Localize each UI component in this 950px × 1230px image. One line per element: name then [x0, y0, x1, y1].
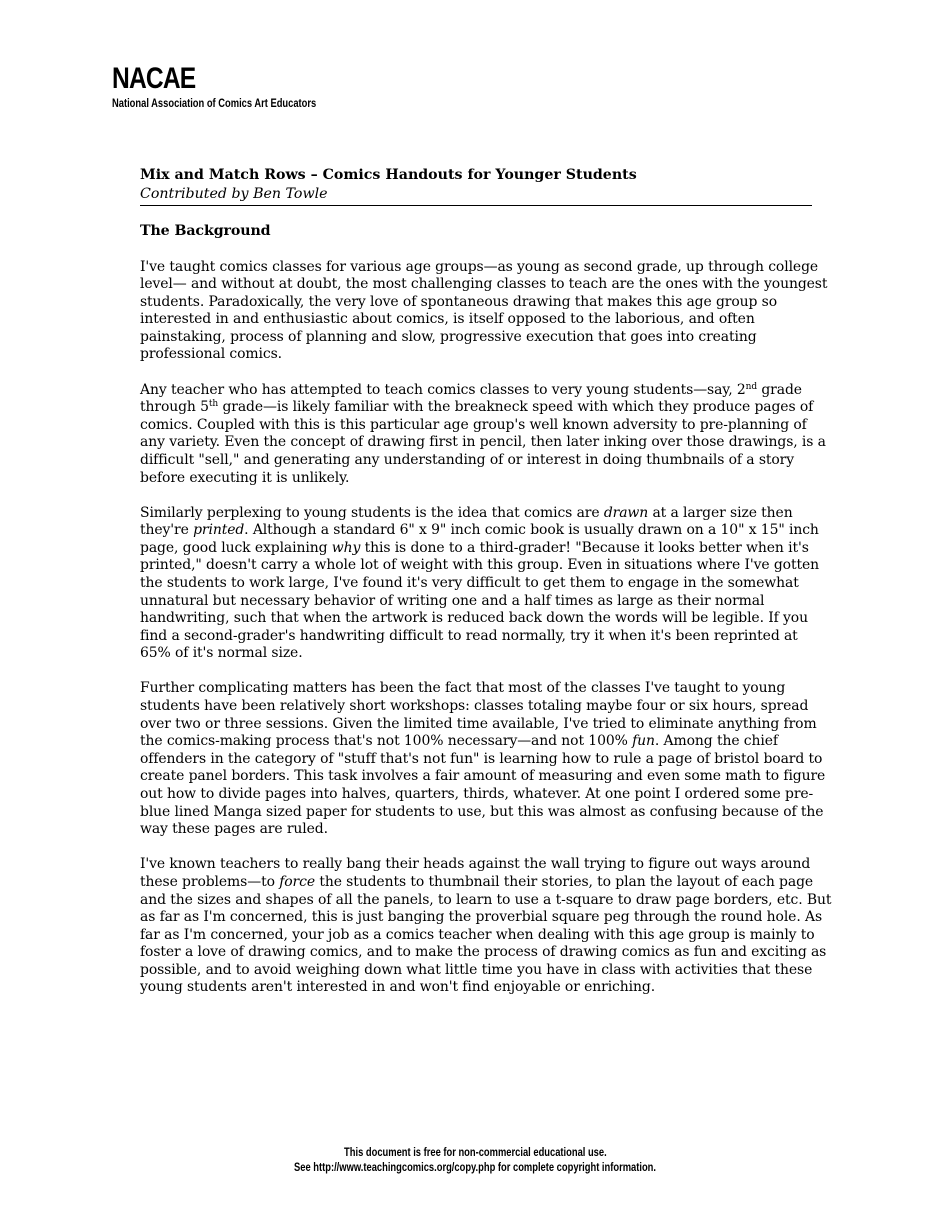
text-line: possible, and to avoid weighing down what little time you have in class with activities that these [140, 961, 813, 978]
document-header [140, 166, 812, 206]
document-title: Mix and Match Rows – Comics Handouts for Younger Students [140, 167, 637, 183]
text-line: interested in and enthusiastic about comics, is itself opposed to the laborious, and often [140, 311, 755, 328]
text-line: any variety. Even the concept of drawing first in pencil, then later inking over those drawings, is a [140, 434, 826, 451]
text-run: this is done to a third-grader! "Because it looks better when it's [360, 539, 809, 556]
paragraph-3 [140, 504, 819, 663]
text-line: I've taught comics classes for various age groups—as young as second grade, up through college [140, 258, 819, 275]
text-run: these problems—to [140, 873, 280, 890]
section-heading: The Background [140, 223, 271, 239]
org-acronym: NACAE [112, 62, 196, 95]
text-run: the students to thumbnail their stories, to plan the layout of each page [314, 873, 814, 890]
copyright-footer [0, 1145, 950, 1175]
text-line: before executing it is unlikely. [140, 469, 350, 486]
text-line: I've known teachers to really bang their heads against the wall trying to figure out ways around [140, 856, 811, 873]
ordinal-suffix: th [208, 399, 219, 410]
paragraph-4 [140, 680, 826, 838]
text-line: difficult "sell," and generating any understanding of or interest in doing thumbnails of a story [140, 451, 795, 468]
text-line: far as I'm concerned, your job as a comics teacher when dealing with this age group is mainly to [140, 926, 815, 943]
text-run: they're [140, 522, 194, 539]
text-line: way these pages are ruled. [140, 821, 328, 838]
text-line [140, 733, 812, 751]
emphasis: why [331, 539, 361, 556]
text-line: offenders in the category of "stuff that's not fun" is learning how to rule a page of bristol board to [140, 750, 823, 767]
text-line [140, 522, 819, 540]
emphasis: printed [193, 522, 245, 539]
org-name: National Association of Comics Art Educators [112, 96, 317, 110]
footer-copyright-link-note: See http://www.teachingcomics.org/copy.php for complete copyright information. [294, 1160, 656, 1174]
paragraph-5 [140, 856, 832, 997]
text-line: printed," doesn't carry a whole lot of weight with this group. Even in situations where I've gotten [140, 557, 819, 574]
text-line [140, 382, 812, 400]
text-line: level— and without at doubt, the most challenging classes to teach are the ones with the youngest [140, 276, 828, 293]
text-run: the comics-making process that's not 100% necessary—and not 100% [140, 733, 633, 750]
text-line: as far as I'm concerned, this is just banging the proverbial square peg through the round hole. As [140, 909, 822, 926]
paragraph-1 [140, 258, 828, 365]
text-line: Further complicating matters has been the fact that most of the classes I've taught to young [140, 680, 786, 697]
text-line: foster a love of drawing comics, and to make the process of drawing comics as fun and exciting as [140, 944, 827, 961]
document-body [140, 222, 832, 1015]
text-run: . Although a standard 6" x 9" inch comic book is usually drawn on a 10" x 15" inch [244, 522, 819, 539]
text-line: blue lined Manga sized paper for students to use, but this was almost as confusing because of the [140, 803, 824, 820]
text-run: grade [757, 381, 802, 398]
text-line: the students to work large, I've found it's very difficult to get them to engage in the somewhat [140, 575, 799, 591]
text-line [140, 505, 812, 523]
text-line: professional comics. [140, 346, 282, 363]
text-line: over two or three sessions. Given the limited time available, I've tried to eliminate anything from [140, 715, 817, 732]
text-line: find a second-grader's handwriting difficult to read normally, try it when it's been reprinted at [140, 627, 798, 644]
text-run: through 5 [140, 399, 209, 416]
text-run: Any teacher who has attempted to teach comics classes to very young students—say, 2 [140, 381, 746, 398]
text-line: create panel borders. This task involves a fair amount of measuring and even some math to figure [140, 768, 826, 785]
text-run: Similarly perplexing to young students is the idea that comics are [140, 504, 604, 521]
text-line: out how to divide pages into halves, quarters, thirds, whatever. At one point I ordered some pre- [140, 786, 814, 803]
text-line: 65% of it's normal size. [140, 645, 303, 662]
text-line: painstaking, process of planning and slow, progressive execution that goes into creating [140, 328, 757, 345]
footer-usage-note: This document is free for non-commercial educational use. [343, 1145, 607, 1159]
emphasis: force [279, 873, 315, 890]
text-line [140, 540, 812, 558]
emphasis: fun [632, 733, 655, 750]
text-line: handwriting, such that when the artwork is reduced back down the words will be legible. If you [140, 610, 808, 627]
text-line [140, 874, 812, 892]
text-line: young students aren't interested in and won't find enjoyable or enriching. [140, 979, 656, 996]
text-run: . Among the chief [654, 733, 778, 750]
ordinal-suffix: nd [745, 381, 758, 392]
document-byline: Contributed by Ben Towle [140, 186, 328, 202]
text-line [140, 399, 812, 417]
emphasis: drawn [603, 504, 649, 521]
nacae-logo [112, 64, 374, 110]
text-run: at a larger size then [648, 504, 793, 521]
text-line: and the sizes and shapes of all the panels, to learn to use a t-square to draw page borders, etc. But [140, 891, 832, 908]
text-line: students have been relatively short workshops: classes totaling maybe four or six hours, spread [140, 698, 809, 715]
text-run: page, good luck explaining [140, 539, 332, 556]
paragraph-2 [140, 381, 826, 488]
text-line: comics. Coupled with this is this particular age group's well known adversity to pre-planning of [140, 416, 807, 433]
text-line: students. Paradoxically, the very love of spontaneous drawing that makes this age group so [140, 293, 778, 310]
text-line: unnatural but necessary behavior of writing one and a half times as large as their normal [140, 592, 765, 609]
text-run: grade—is likely familiar with the breakneck speed with which they produce pages of [218, 399, 814, 416]
